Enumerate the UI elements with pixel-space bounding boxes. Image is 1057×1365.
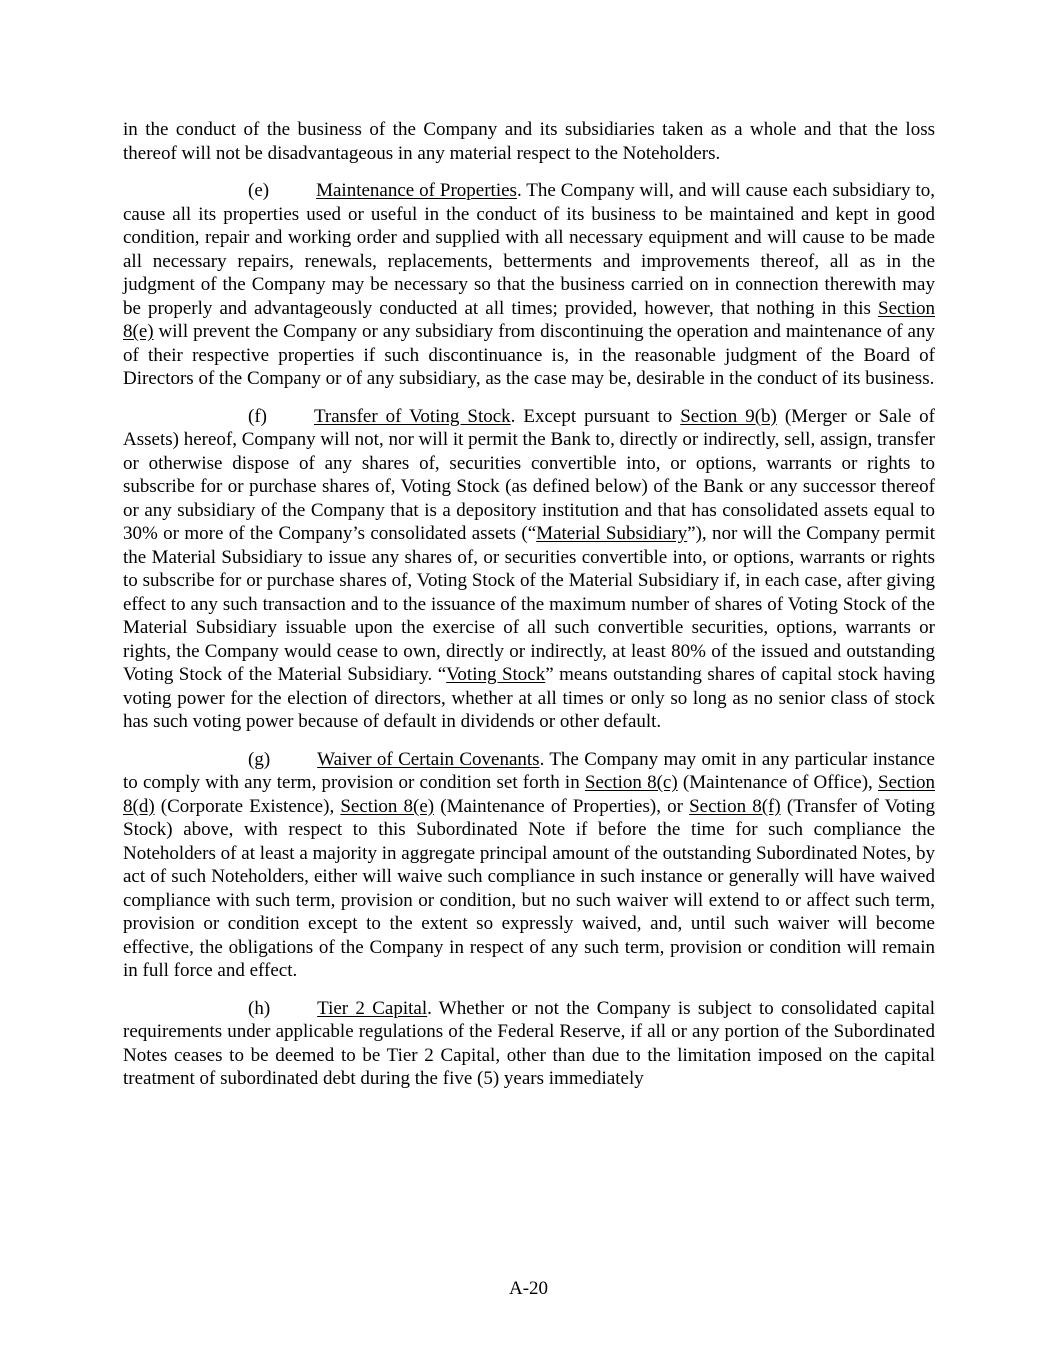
section-8c-ref: Section 8(c) <box>584 772 678 793</box>
paragraph-continuation <box>123 118 935 165</box>
body-text: (Maintenance of Office), <box>677 772 878 793</box>
paragraph-h <box>123 997 935 1091</box>
paragraph-e <box>123 179 935 391</box>
term-transfer-of-voting-stock: Transfer of Voting Stock <box>313 405 511 427</box>
body-text: . The Company will, and will cause each subsidiary to, cause all its properties used or useful in the conduct of its business to be maintained and kept in good condition, repair and working order and supplied with all necessary equipment and will cause to be made all necessary repairs, renewals, replacements, betterments and improvements thereof, all as in the judgment of the Company may be necessary so that the business carried on in connection therewith may be properly and advantageously conducted at all times; provided, however, that nothing in this <box>123 180 936 319</box>
body-text: in the conduct of the business of the Company and its subsidiaries taken as a whole and that the loss thereof will not be disadvantageous in any material respect to the Noteholders. <box>123 119 935 164</box>
body-text: ” means outstanding shares of capital stock having voting power for the election of directors, whether at all times or only so long as no senior class of stock has such voting power because of default in dividends or other default. <box>123 664 936 732</box>
document-content <box>123 118 935 1105</box>
paragraph-f <box>123 405 935 734</box>
body-text: ”), nor will the Company permit the Material Subsidiary to issue any shares of, or securities convertible into, or options, warrants or rights to subscribe for or purchase shares of, Voting Stock of the Material Subsidiary if, in each case, after giving effect to any such transaction and to the issuance of the maximum number of shares of Voting Stock of the Material Subsidiary issuable upon the exercise of all such convertible securities, options, warrants or rights, the Company would cease to own, directly or indirectly, at least 80% of the issued and outstanding Voting Stock of the Material Subsidiary. “ <box>123 523 935 685</box>
body-text: (Transfer of Voting Stock) above, with respect to this Subordinated Note if before the time for such compliance the Noteholders of at least a majority in aggregate principal amount of the outstanding Subordinated Notes, by act of such Noteholders, either will waive such compliance in such instance or generally will have waived compliance with such term, provision or condition, but no such waiver will extend to or affect such term, provision or condition except to the extent so expressly waived, and, until such waiver will become effective, the obligations of the Company in respect of any such term, provision or condition will remain in full force and effect. <box>123 795 936 981</box>
body-text: will prevent the Company or any subsidiary from discontinuing the operation and maintenance of any of their respective properties if such discontinuance is, in the reasonable judgment of the Board of Directors of the Company or of any subsidiary, as the case may be, desirable in the conduct of its business. <box>123 321 935 389</box>
paragraph-h-label: (h) <box>248 997 271 1019</box>
body-text: (Merger or Sale of Assets) hereof, Company will not, nor will it permit the Bank to, directly or indirectly, sell, assign, transfer or otherwise dispose of any shares of, securities convertible into, or options, warrants or rights to subscribe for or purchase shares of, Voting Stock (as defined below) of the Bank or any successor thereof or any subsidiary of the Company that is a depository institution and that has consolidated assets equal to 30% or more of the Company’s consolidated assets (“ <box>123 405 935 544</box>
paragraph-g <box>123 748 935 983</box>
paragraph-e-label: (e) <box>248 180 270 201</box>
term-waiver-of-certain-covenants: Waiver of Certain Covenants <box>317 748 540 770</box>
paragraph-g-label: (g) <box>248 748 271 770</box>
body-text: . Except pursuant to <box>510 405 681 427</box>
term-material-subsidiary: Material Subsidiary <box>536 523 688 544</box>
section-9b-ref: Section 9(b) <box>680 405 777 427</box>
body-text: . The Company may omit in any particular instance to comply with any term, provision or condition set forth in <box>123 748 935 793</box>
paragraph-f-label: (f) <box>248 405 267 427</box>
section-8e-ref: Section 8(e) <box>123 297 935 342</box>
body-text: (Maintenance of Properties), or <box>434 795 690 817</box>
term-voting-stock: Voting Stock <box>446 664 546 685</box>
term-tier-2-capital: Tier 2 Capital <box>317 997 428 1019</box>
body-text: (Corporate Existence), <box>154 795 341 817</box>
page-number: A-20 <box>508 1278 549 1299</box>
body-text: . Whether or not the Company is subject to consolidated capital requirements under applicable regulations of the Federal Reserve, if all or any portion of the Subordinated Notes ceases to be deemed to be Tier 2 Capital, other than due to the limitation imposed on the capital treatment of subordinated debt during the five (5) years immediately <box>123 997 936 1089</box>
section-8e-ref: Section 8(e) <box>340 795 435 817</box>
section-8f-ref: Section 8(f) <box>689 795 781 817</box>
section-8d-ref: Section 8(d) <box>123 772 935 817</box>
term-maintenance-of-properties: Maintenance of Properties <box>316 180 517 201</box>
